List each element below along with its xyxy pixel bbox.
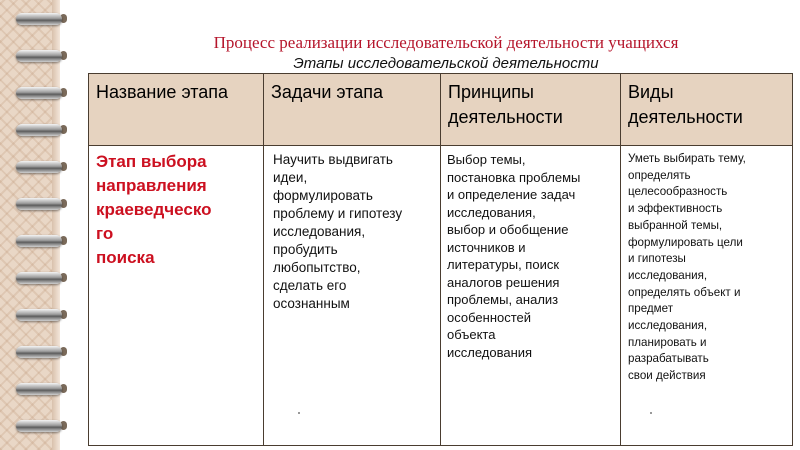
decorative-dot bbox=[650, 412, 652, 414]
decorative-dot bbox=[298, 412, 300, 414]
header-stage-name bbox=[89, 74, 264, 146]
header-label: Задачи этапа bbox=[271, 82, 384, 102]
binder-ring-icon bbox=[16, 13, 62, 25]
cell-stage-name bbox=[89, 146, 264, 446]
cell-activities bbox=[621, 146, 793, 446]
activities-text: Уметь выбирать тему, определять целесообразность и эффективность выбранной темы, формулировать цели и гипотезы исследования, определять объект и предмет исследования, планировать и разрабатывать свои действия bbox=[628, 152, 746, 383]
table-row bbox=[89, 146, 793, 446]
header-label: Принципы деятельности bbox=[448, 82, 563, 127]
binder-ring-icon bbox=[16, 50, 62, 62]
header-activities bbox=[621, 74, 793, 146]
stage-name-text: Этап выбора направления краеведческо го поиска bbox=[96, 152, 212, 267]
binder-ring-icon bbox=[16, 383, 62, 395]
tasks-text: Научить выдвигать идеи, формулировать проблему и гипотезу исследования, пробудить любопытство, сделать его осознанным bbox=[273, 152, 403, 311]
slide-subtitle: Этапы исследовательской деятельности bbox=[293, 55, 599, 72]
stages-table bbox=[88, 73, 793, 446]
binder-ring-icon bbox=[16, 87, 62, 99]
header-tasks bbox=[264, 74, 441, 146]
binder-ring-icon bbox=[16, 161, 62, 173]
binder-ring-icon bbox=[16, 309, 62, 321]
binder-ring-icon bbox=[16, 272, 62, 284]
header-principles bbox=[441, 74, 621, 146]
binder-ring-icon bbox=[16, 420, 62, 432]
binder-ring-icon bbox=[16, 346, 62, 358]
binder-ring-icon bbox=[16, 124, 62, 136]
principles-text: Выбор темы, постановка проблемы и определение задач исследования, выбор и обобщение источников и литературы, поиск аналогов решения проблемы, анализ особенностей объекта исследования bbox=[447, 152, 581, 360]
table-header-row bbox=[89, 74, 793, 146]
slide-title: Процесс реализации исследовательской деятельности учащихся bbox=[213, 33, 679, 52]
header-label: Название этапа bbox=[96, 82, 229, 102]
binder-ring-icon bbox=[16, 198, 62, 210]
cell-tasks bbox=[264, 146, 441, 446]
cell-principles bbox=[441, 146, 621, 446]
binder-ring-icon bbox=[16, 235, 62, 247]
header-label: Виды деятельности bbox=[628, 82, 743, 127]
